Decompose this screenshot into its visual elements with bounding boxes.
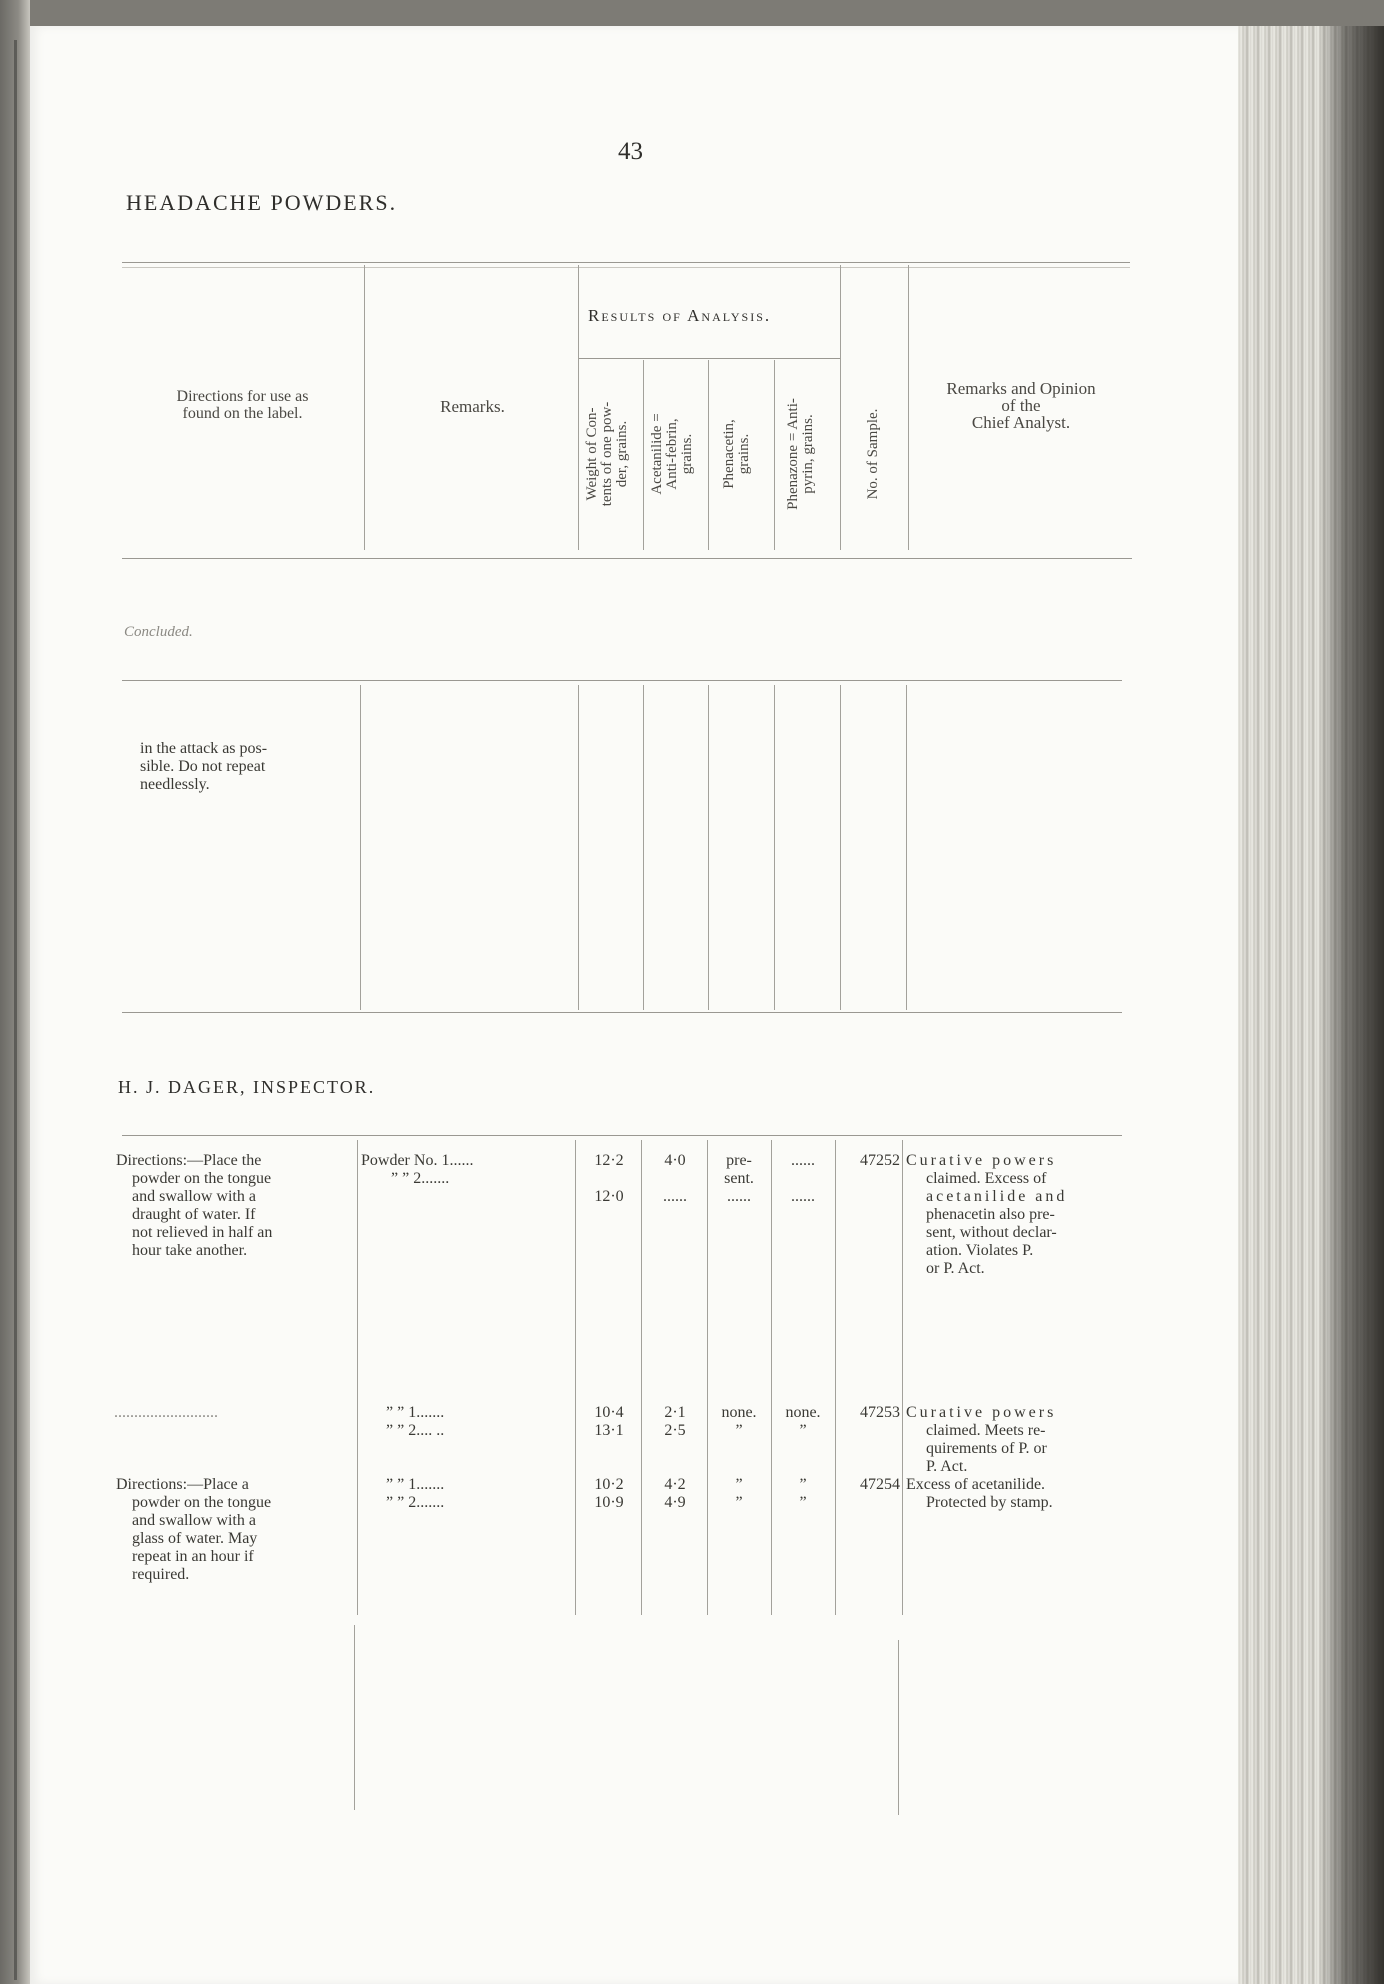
col-head-line: Phenazone = Anti-	[785, 398, 801, 510]
cell-value: ......	[791, 1152, 815, 1169]
row-directions	[116, 1152, 356, 1260]
page-edges-shadow	[1318, 26, 1384, 1984]
row-sample-no: 47253	[860, 1404, 900, 1421]
concluded-label: Concluded.	[124, 624, 193, 640]
cell-value: 2·1	[664, 1404, 686, 1421]
cell-value: ”	[735, 1476, 743, 1493]
col-head-phenazone	[786, 360, 816, 548]
col-divider	[840, 685, 841, 1010]
text-line: hour take another.	[132, 1242, 248, 1259]
col-divider	[908, 265, 909, 550]
col-head-line: Anti-febrin,	[664, 418, 680, 490]
col-head-line: of the	[1001, 396, 1041, 415]
cell-value: ”	[799, 1422, 807, 1439]
col-divider	[902, 1140, 903, 1615]
col-divider	[771, 1140, 772, 1615]
col-divider	[578, 685, 579, 1010]
col-head-line: Phenacetin,	[721, 419, 737, 489]
row-sample-no: 47254	[860, 1476, 900, 1493]
text-line: Powder No. 1......	[361, 1152, 474, 1169]
row-remarks	[361, 1152, 573, 1188]
cell-value: none.	[785, 1404, 821, 1421]
section-rule	[122, 680, 1122, 681]
text-line: Protected by stamp.	[926, 1494, 1053, 1511]
col-divider	[643, 685, 644, 1010]
row-remarks	[386, 1404, 572, 1440]
col-head-line: Weight of Con-	[584, 407, 600, 501]
row-weight	[578, 1404, 640, 1440]
row-opinion	[906, 1152, 1130, 1278]
text-line: draught of water. If	[132, 1206, 256, 1223]
row-phenazone	[772, 1476, 834, 1512]
col-head-line: found on the label.	[182, 405, 303, 422]
cell-value: 4·0	[664, 1152, 686, 1169]
cell-value: ......	[791, 1188, 815, 1205]
text-line: ” ” 2.......	[391, 1170, 450, 1187]
col-divider	[354, 1625, 355, 1810]
header-bottom-rule	[122, 558, 1132, 559]
page-number: 43	[618, 138, 643, 165]
row-phenacetin	[708, 1476, 770, 1512]
text-line: and swallow with a	[132, 1512, 256, 1529]
cell-value: 12·0	[594, 1188, 624, 1205]
text-line: powder on the tongue	[132, 1170, 272, 1187]
row-sample-no: 47252	[860, 1152, 900, 1169]
text-line: Directions:—Place a	[116, 1476, 249, 1493]
cell-value: ”	[799, 1476, 807, 1493]
results-heading: Results of Analysis.	[588, 306, 772, 325]
row-acetanilide	[643, 1404, 707, 1440]
text-line: needlessly.	[140, 776, 210, 793]
header-top-rule-2	[122, 267, 1130, 268]
col-divider	[360, 685, 361, 1010]
cell-value: 2·5	[664, 1422, 686, 1439]
col-divider	[774, 685, 775, 1010]
col-head-sample-no: No. of Sample.	[865, 408, 881, 500]
col-divider	[708, 360, 709, 550]
col-head-line: Chief Analyst.	[971, 413, 1071, 432]
col-divider	[774, 360, 775, 550]
text-line: Curative powers	[906, 1404, 1057, 1421]
col-head-line: Acetanilide =	[649, 413, 665, 495]
cell-value: 13·1	[594, 1422, 624, 1439]
row-opinion	[906, 1476, 1130, 1512]
col-head-phenacetin	[722, 360, 752, 548]
text-line: required.	[132, 1566, 190, 1583]
text-line: or P. Act.	[926, 1260, 985, 1277]
header-top-rule	[122, 262, 1130, 263]
col-divider	[641, 1140, 642, 1615]
cell-value: 12·2	[594, 1152, 624, 1169]
col-head-line: tents of one pow-	[599, 401, 615, 507]
col-head-line: Directions for use as	[176, 388, 309, 405]
row-phenacetin	[708, 1152, 770, 1206]
cell-value: ”	[799, 1494, 807, 1511]
col-divider	[364, 265, 365, 550]
cell-value: sent.	[724, 1170, 754, 1187]
text-line: acetanilide and	[926, 1188, 1068, 1205]
section-rule	[122, 1012, 1122, 1013]
text-line: glass of water. May	[132, 1530, 258, 1547]
cell-value: ”	[735, 1494, 743, 1511]
row-weight	[578, 1152, 640, 1206]
text-line: Curative powers	[906, 1152, 1057, 1169]
text-line: claimed. Meets re-	[926, 1422, 1046, 1439]
text-line: claimed. Excess of	[926, 1170, 1047, 1187]
row-phenazone	[772, 1152, 834, 1206]
binding-edge	[14, 40, 17, 1980]
cell-value: pre-	[726, 1152, 752, 1169]
row-acetanilide	[643, 1476, 707, 1512]
col-divider	[643, 360, 644, 550]
col-divider	[708, 685, 709, 1010]
text-line: repeat in an hour if	[132, 1548, 254, 1565]
results-subrule	[578, 358, 840, 359]
cell-value: 10·9	[594, 1494, 624, 1511]
col-head-remarks: Remarks.	[440, 397, 505, 416]
text-line: powder on the tongue	[132, 1494, 272, 1511]
concluded-directions	[140, 740, 362, 794]
text-line: ” ” 1.......	[386, 1404, 445, 1421]
col-head-opinion	[912, 380, 1130, 431]
cell-value: none.	[721, 1404, 757, 1421]
cell-value: 4·9	[664, 1494, 686, 1511]
text-line: ation. Violates P.	[926, 1242, 1034, 1259]
text-line: Directions:—Place the	[116, 1152, 262, 1169]
text-line: P. Act.	[926, 1458, 968, 1475]
col-divider	[840, 265, 841, 550]
cell-value: ”	[735, 1422, 743, 1439]
row-phenacetin	[708, 1404, 770, 1440]
inspector-heading: H. J. DAGER, INSPECTOR.	[118, 1077, 376, 1097]
row-directions: ..........................	[114, 1404, 218, 1421]
text-line: ” ” 2.......	[386, 1494, 445, 1511]
col-divider	[578, 265, 579, 550]
text-line: phenacetin also pre-	[926, 1206, 1055, 1223]
col-head-line: Remarks and Opinion	[946, 379, 1096, 398]
text-line: sent, without declar-	[926, 1224, 1057, 1241]
col-head-acetanilide	[650, 360, 695, 548]
row-weight	[578, 1476, 640, 1512]
col-divider	[707, 1140, 708, 1615]
row-acetanilide	[643, 1152, 707, 1206]
col-head-weight	[585, 360, 630, 548]
text-line: sible. Do not repeat	[140, 758, 266, 775]
cell-value: 4·2	[664, 1476, 686, 1493]
row-remarks	[386, 1476, 572, 1512]
cell-value: ......	[727, 1188, 751, 1205]
col-divider	[898, 1640, 899, 1815]
col-head-line: pyrin, grains.	[800, 414, 816, 494]
text-line: ” ” 2.... ..	[386, 1422, 445, 1439]
cell-value: 10·4	[594, 1404, 624, 1421]
col-head-line: grains.	[736, 433, 752, 475]
page-title: HEADACHE POWDERS.	[126, 190, 398, 215]
cell-value: ......	[663, 1188, 687, 1205]
text-line: ” ” 1.......	[386, 1476, 445, 1493]
row-opinion	[906, 1404, 1130, 1476]
text-line: and swallow with a	[132, 1188, 256, 1205]
text-line: not relieved in half an	[132, 1224, 273, 1241]
col-divider	[357, 1140, 358, 1615]
row-phenazone	[772, 1404, 834, 1440]
text-line: quirements of P. or	[926, 1440, 1047, 1457]
row-directions	[116, 1476, 356, 1584]
col-divider	[575, 1140, 576, 1615]
col-head-line: der, grains.	[614, 420, 630, 488]
col-divider	[835, 1140, 836, 1615]
section-rule	[122, 1135, 1122, 1136]
col-divider	[906, 685, 907, 1010]
col-head-line: grains.	[679, 433, 695, 475]
text-line: Excess of acetanilide.	[906, 1476, 1046, 1493]
col-head-directions	[130, 388, 355, 422]
text-line: in the attack as pos-	[140, 740, 268, 757]
cell-value: 10·2	[594, 1476, 624, 1493]
